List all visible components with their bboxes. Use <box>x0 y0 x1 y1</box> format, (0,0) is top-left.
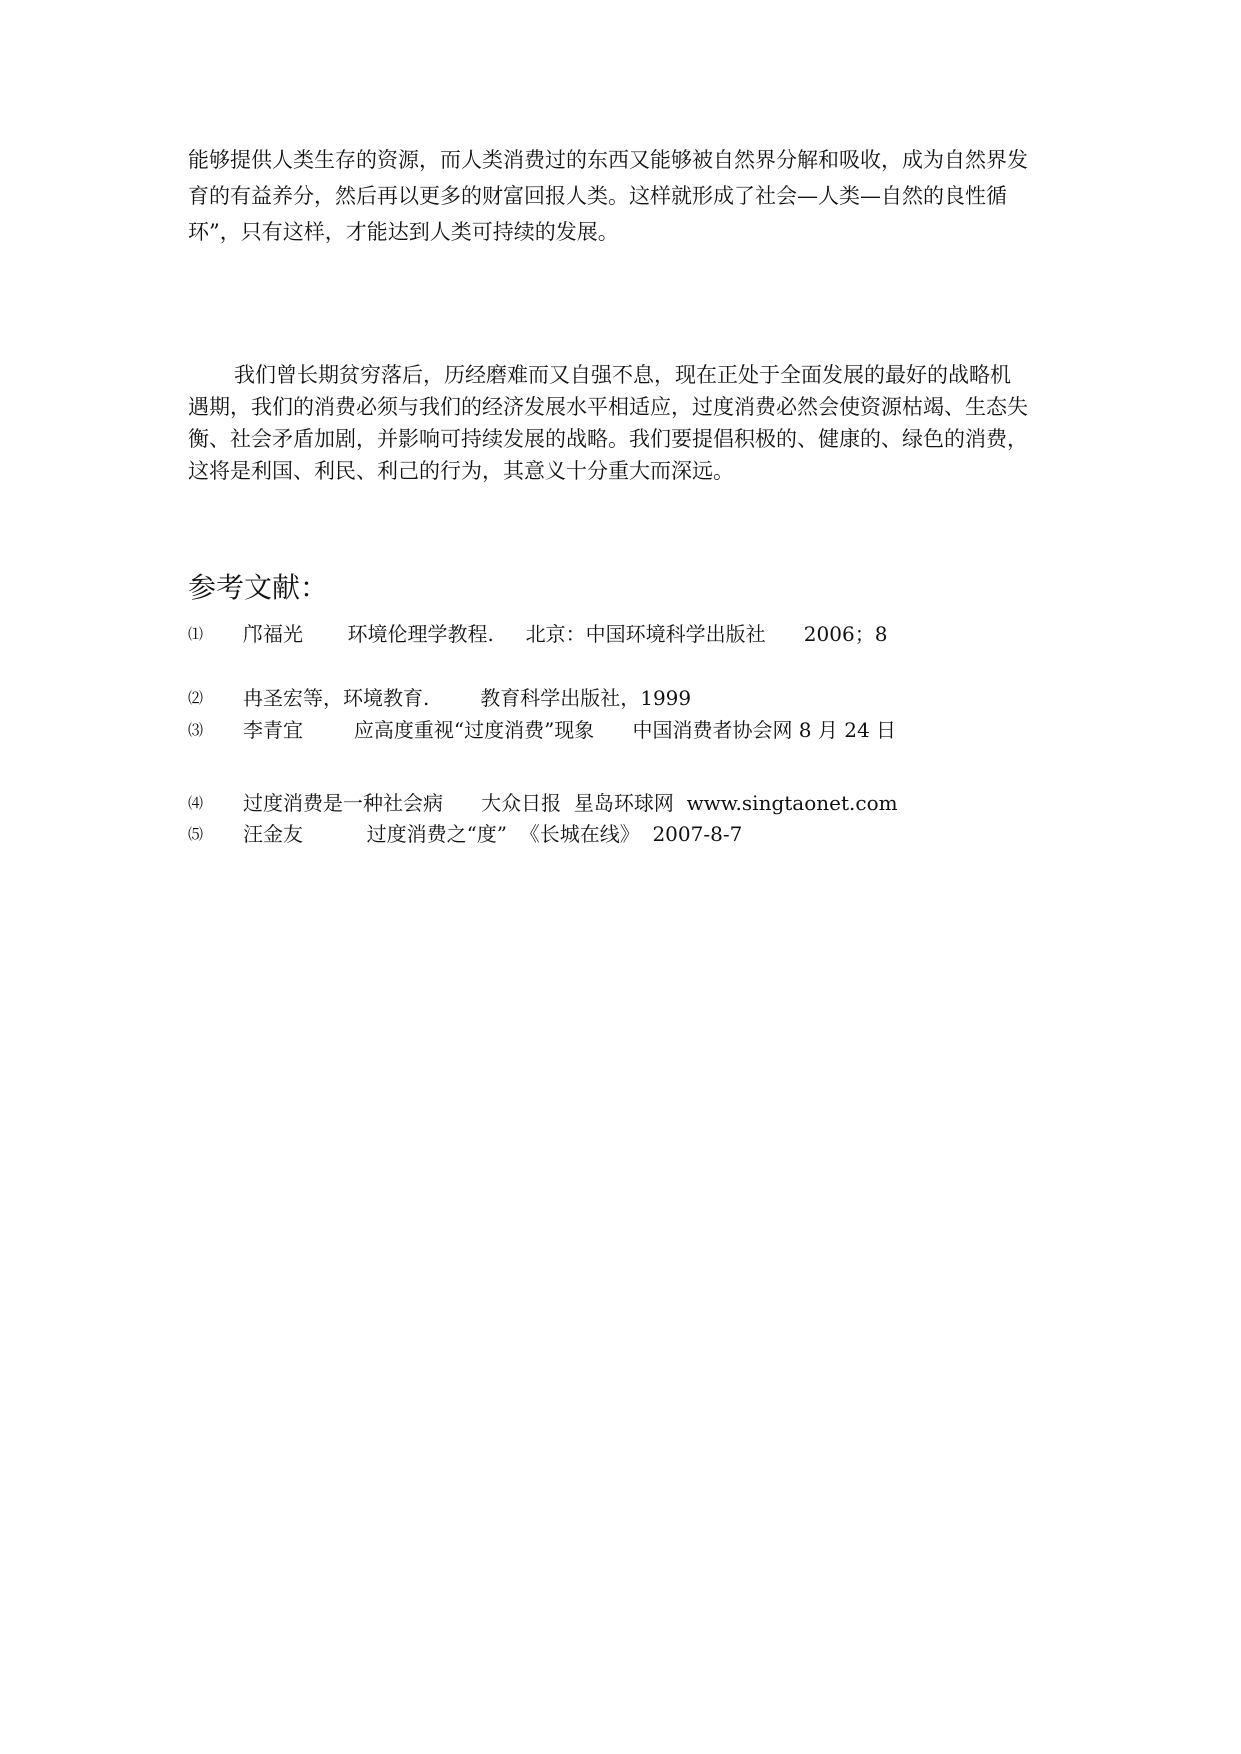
paragraph-1-line-3: 环”，只有这样，才能达到人类可持续的发展。 <box>188 220 619 244</box>
reference-item-2 <box>188 684 1058 712</box>
paragraph-1-line-2: 育的有益养分，然后再以更多的财富回报人类。这样就形成了社会—人类—自然的良性循 <box>188 184 1007 208</box>
reference-item-4 <box>188 789 1058 817</box>
reference-number: ⑴ <box>188 625 204 643</box>
reference-item-1 <box>188 620 1058 648</box>
reference-text: 冉圣宏等，环境教育. 教育科学出版社，1999 <box>243 686 692 710</box>
reference-number: ⑶ <box>188 721 204 739</box>
reference-number: ⑷ <box>188 794 204 812</box>
reference-text: 邝福光 环境伦理学教程. 北京：中国环境科学出版社 2006；8 <box>243 622 888 646</box>
paragraph-2-line-4: 这将是利国、利民、利己的行为，其意义十分重大而深远。 <box>188 459 734 483</box>
paragraph-2-line-2: 遇期，我们的消费必须与我们的经济发展水平相适应，过度消费必然会使资源枯竭、生态失 <box>188 395 1028 419</box>
reference-item-3 <box>188 716 1058 744</box>
reference-item-5 <box>188 820 1058 848</box>
paragraph-2-line-1: 我们曾长期贫穷落后，历经磨难而又自强不息，现在正处于全面发展的最好的战略机 <box>234 363 1011 387</box>
references-heading: 参考文献： <box>188 571 329 604</box>
reference-text: 过度消费是一种社会病 大众日报 星岛环球网 www.singtaonet.com <box>243 791 898 815</box>
paragraph-1-line-1: 能够提供人类生存的资源，而人类消费过的东西又能够被自然界分解和吸收，成为自然界发 <box>188 148 1028 172</box>
reference-number: ⑵ <box>188 689 204 707</box>
paragraph-2-line-3: 衡、社会矛盾加剧，并影响可持续发展的战略。我们要提倡积极的、健康的、绿色的消费， <box>188 427 1028 451</box>
reference-text: 汪金友 过度消费之“度” 《长城在线》 2007-8-7 <box>243 822 743 846</box>
reference-text: 李青宜 应高度重视“过度消费”现象 中国消费者协会网 8 月 24 日 <box>243 718 897 742</box>
reference-number: ⑸ <box>188 825 204 843</box>
